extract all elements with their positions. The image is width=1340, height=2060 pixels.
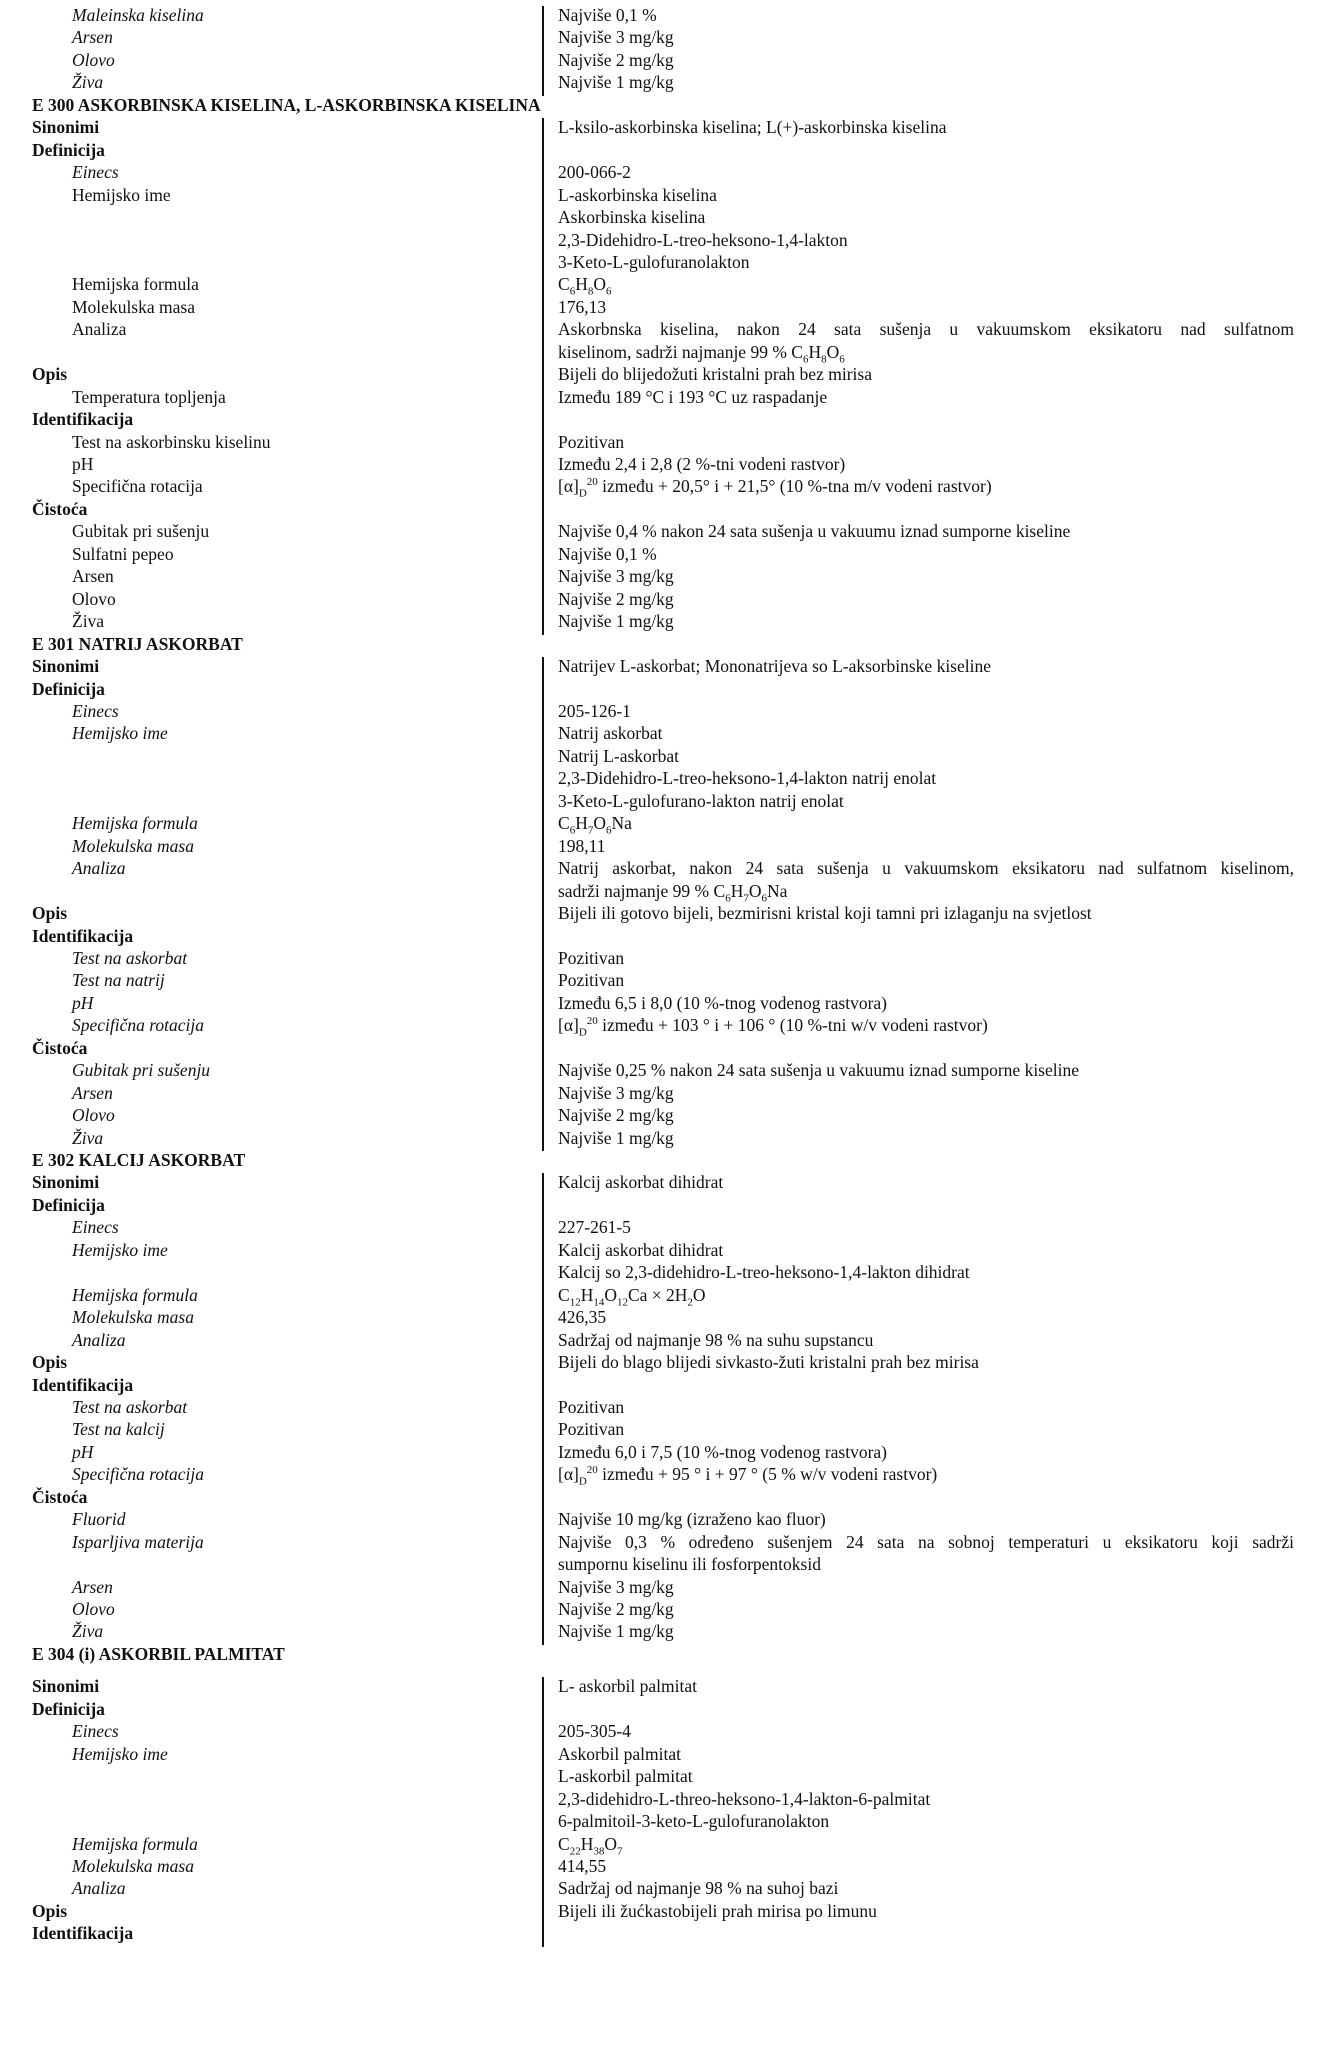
- property-label: Molekulska masa: [72, 835, 194, 856]
- spec-row: [0, 790, 1340, 812]
- spec-row: [0, 1104, 1340, 1126]
- spec-row: [0, 71, 1340, 93]
- spec-row: [0, 1127, 1340, 1149]
- section-title: E 302 KALCIJ ASKORBAT: [32, 1150, 246, 1170]
- category-label: Opis: [32, 364, 68, 385]
- property-value: kiselinom, sadrži najmanje 99 % $C_6H_8O_6$: [558, 341, 845, 366]
- property-value: Najviše 1 mg/kg: [558, 1621, 674, 1642]
- section-heading-row: [0, 1643, 1340, 1665]
- property-value: L-askorbinska kiselina: [558, 184, 717, 205]
- property-value: Pozitivan: [558, 1419, 625, 1440]
- property-label: Test na kalcij: [72, 1419, 165, 1440]
- spec-row: [0, 1877, 1340, 1899]
- spec-row: [0, 1239, 1340, 1261]
- spec-row: [0, 296, 1340, 318]
- property-label: Molekulska masa: [72, 1855, 194, 1876]
- spec-row: [0, 1194, 1340, 1216]
- property-value: Najviše 2 mg/kg: [558, 588, 674, 609]
- spec-row: [0, 722, 1340, 744]
- property-value: Askorbinska kiselina: [558, 207, 706, 227]
- section-title: E 304 (i) ASKORBIL PALMITAT: [32, 1643, 285, 1664]
- category-label: Opis: [32, 1900, 68, 1921]
- property-value: Kalcij askorbat dihidrat: [558, 1239, 724, 1260]
- property-value: Bijeli ili žućkastobijeli prah mirisa po limunu: [558, 1900, 877, 1921]
- property-value: Najviše 3 mg/kg: [558, 1576, 674, 1597]
- property-label: Test na askorbat: [72, 1396, 188, 1417]
- spec-row: [0, 206, 1340, 228]
- property-label: Sulfatni pepeo: [72, 543, 174, 564]
- property-label: Arsen: [72, 1082, 113, 1103]
- property-value: sumpornu kiselinu ili fosforpentoksid: [558, 1554, 821, 1575]
- property-label: Maleinska kiselina: [72, 5, 204, 25]
- property-value: Najviše 0,1 %: [558, 5, 657, 25]
- property-label: Hemijska formula: [72, 1833, 198, 1854]
- property-label: Arsen: [72, 27, 113, 48]
- property-value: $C_{22}H_{38}O_7$: [558, 1833, 623, 1857]
- property-value: Najviše 1 mg/kg: [558, 72, 674, 93]
- property-value: L- askorbil palmitat: [558, 1676, 697, 1697]
- spec-row: [0, 1486, 1340, 1508]
- property-value: Najviše 0,3 % određeno sušenjem 24 sata na sobnoj temperaturi u eksikatoru koji sadrži: [558, 1531, 1294, 1552]
- spec-row: [0, 1418, 1340, 1440]
- spec-row: [0, 1351, 1340, 1373]
- property-label: Gubitak pri sušenju: [72, 1060, 211, 1081]
- property-label: Einecs: [72, 162, 119, 183]
- spec-row: [0, 857, 1340, 879]
- property-label: Einecs: [72, 1217, 119, 1238]
- property-value: sadrži najmanje 99 % $C_6H_7O_6Na$: [558, 880, 788, 905]
- category-label: Sinonimi: [32, 656, 100, 677]
- category-label: Čistoća: [32, 498, 88, 519]
- category-label: Definicija: [32, 139, 105, 160]
- spec-row: [0, 1620, 1340, 1642]
- spec-row: [0, 453, 1340, 475]
- property-value: Najviše 3 mg/kg: [558, 566, 674, 587]
- spec-row: [0, 1329, 1340, 1351]
- section-heading-row: [0, 1149, 1340, 1171]
- category-label: Identifikacija: [32, 1923, 134, 1944]
- property-value: $[\alpha]_D^{20}$ između + 95 ° i + 97 ° (5 % w/v vodeni rastvor): [558, 1464, 938, 1488]
- property-value: Između 6,5 i 8,0 (10 %-tnog vodenog rastvora): [558, 992, 888, 1013]
- spec-row: [0, 1171, 1340, 1193]
- spec-row: [0, 341, 1340, 366]
- spec-row: [0, 1059, 1340, 1081]
- property-value: Bijeli ili gotovo bijeli, bezmirisni kristal koji tamni pri izlaganju na svjetlost: [558, 903, 1092, 923]
- property-label: pH: [72, 454, 94, 474]
- property-value: Najviše 3 mg/kg: [558, 1082, 674, 1103]
- property-value: Između 189 °C i 193 °C uz raspadanje: [558, 386, 828, 407]
- property-label: Olovo: [72, 49, 115, 70]
- spec-row: [0, 767, 1340, 789]
- property-label: Olovo: [72, 1105, 115, 1126]
- spec-row: [0, 812, 1340, 837]
- property-label: Živa: [72, 1127, 104, 1148]
- property-label: Specifična rotacija: [72, 1464, 205, 1485]
- property-value: 414,55: [558, 1855, 607, 1876]
- spec-row: [0, 745, 1340, 767]
- property-value: Najviše 10 mg/kg (izraženo kao fluor): [558, 1509, 826, 1530]
- property-value: 205-126-1: [558, 701, 631, 721]
- spec-row: [0, 184, 1340, 206]
- property-value: 2,3-Didehidro-L-treo-heksono-1,4-lakton: [558, 229, 848, 250]
- spec-row: [0, 475, 1340, 500]
- property-label: Olovo: [72, 588, 116, 609]
- property-value: Bijeli do blijedožuti kristalni prah bez mirisa: [558, 364, 872, 385]
- spec-row: [0, 273, 1340, 298]
- property-value: 200-066-2: [558, 162, 631, 183]
- category-label: Identifikacija: [32, 409, 134, 430]
- spec-row: [0, 1598, 1340, 1620]
- category-label: Identifikacija: [32, 1374, 134, 1395]
- property-value: Najviše 1 mg/kg: [558, 611, 674, 632]
- spec-row: [0, 700, 1340, 722]
- property-value: Natrijev L-askorbat; Mononatrijeva so L-aksorbinske kiseline: [558, 656, 992, 677]
- property-value: Najviše 2 mg/kg: [558, 1105, 674, 1126]
- property-value: 176,13: [558, 296, 607, 317]
- spec-row: [0, 26, 1340, 48]
- category-label: Definicija: [32, 1698, 105, 1719]
- property-value: Najviše 0,1 %: [558, 543, 657, 564]
- column-divider: [542, 657, 544, 1151]
- property-label: Olovo: [72, 1599, 115, 1619]
- spec-row: [0, 1922, 1340, 1944]
- spec-row: [0, 1788, 1340, 1810]
- property-label: Einecs: [72, 1721, 119, 1742]
- spec-row: [0, 1810, 1340, 1832]
- spec-row: [0, 992, 1340, 1014]
- property-value: Pozitivan: [558, 947, 625, 968]
- spec-row: [0, 1216, 1340, 1238]
- spec-row: [0, 363, 1340, 385]
- property-value: Bijeli do blago blijedi sivkasto-žuti kristalni prah bez mirisa: [558, 1352, 979, 1372]
- spec-row: [0, 543, 1340, 565]
- property-label: Analiza: [72, 858, 126, 879]
- spec-row: [0, 902, 1340, 924]
- spec-row: [0, 1675, 1340, 1697]
- section-title: E 301 NATRIJ ASKORBAT: [32, 633, 243, 654]
- property-value: Najviše 2 mg/kg: [558, 49, 674, 70]
- property-value: Natrij askorbat, nakon 24 sata sušenja u vakuumskom eksikatoru nad sulfatnom kiselinom,: [558, 858, 1294, 879]
- property-label: Hemijska formula: [72, 1284, 198, 1305]
- section-heading-row: [0, 633, 1340, 655]
- spec-row: [0, 1900, 1340, 1922]
- property-value: 198,11: [558, 835, 606, 856]
- spec-row: [0, 880, 1340, 905]
- spec-row: [0, 655, 1340, 677]
- category-label: Opis: [32, 903, 68, 923]
- spec-row: [0, 498, 1340, 520]
- spec-row: [0, 835, 1340, 857]
- property-value: Sadržaj od najmanje 98 % na suhoj bazi: [558, 1878, 839, 1899]
- section-title: E 300 ASKORBINSKA KISELINA, L-ASKORBINSKA KISELINA: [32, 94, 541, 115]
- property-value: $C_6H_7O_6Na$: [558, 813, 632, 837]
- spec-row: [0, 1698, 1340, 1720]
- property-value: Kalcij askorbat dihidrat: [558, 1172, 724, 1193]
- spec-row: [0, 229, 1340, 251]
- category-label: Čistoća: [32, 1037, 88, 1058]
- spec-row: [0, 1306, 1340, 1328]
- property-label: Arsen: [72, 1576, 113, 1597]
- property-label: Živa: [72, 1621, 104, 1642]
- property-value: Natrij askorbat: [558, 723, 663, 744]
- spec-row: [0, 386, 1340, 408]
- spec-row: [0, 1855, 1340, 1877]
- property-label: Hemijsko ime: [72, 1743, 168, 1764]
- property-label: Hemijsko ime: [72, 723, 168, 744]
- property-label: Test na askorbat: [72, 947, 188, 968]
- spec-row: [0, 1743, 1340, 1765]
- property-value: Između 2,4 i 2,8 (2 %-tni vodeni rastvor): [558, 454, 846, 474]
- spec-row: [0, 1374, 1340, 1396]
- property-value: 205-305-4: [558, 1721, 631, 1742]
- property-label: Einecs: [72, 701, 119, 721]
- property-value: Pozitivan: [558, 431, 625, 452]
- spec-row: [0, 116, 1340, 138]
- property-label: Isparljiva materija: [72, 1531, 204, 1552]
- property-value: $[\alpha]_D^{20}$ između + 103 ° i + 106 ° (10 %-tni w/v vodeni rastvor): [558, 1015, 988, 1039]
- column-divider: [542, 1173, 544, 1645]
- spec-row: [0, 4, 1340, 26]
- property-value: 2,3-Didehidro-L-treo-heksono-1,4-lakton natrij enolat: [558, 768, 937, 789]
- spec-row: [0, 520, 1340, 542]
- property-value: Askorbnska kiselina, nakon 24 sata sušenja u vakuumskom eksikatoru nad sulfatnom: [558, 319, 1294, 340]
- column-divider: [542, 1677, 544, 1946]
- property-label: Gubitak pri sušenju: [72, 521, 210, 542]
- category-label: Čistoća: [32, 1486, 88, 1507]
- property-label: Fluorid: [72, 1509, 126, 1530]
- spec-row: [0, 1765, 1340, 1787]
- property-label: Temperatura topljenja: [72, 386, 226, 407]
- category-label: Identifikacija: [32, 925, 134, 946]
- property-value: Askorbil palmitat: [558, 1743, 681, 1764]
- spec-row: [0, 1576, 1340, 1598]
- property-label: Specifična rotacija: [72, 1015, 205, 1036]
- property-value: $C_6H_8O_6$: [558, 274, 612, 298]
- spec-row: [0, 1463, 1340, 1488]
- spec-row: [0, 1014, 1340, 1039]
- property-value: Najviše 0,25 % nakon 24 sata sušenja u vakuumu iznad sumporne kiseline: [558, 1060, 1080, 1081]
- category-label: Opis: [32, 1352, 68, 1372]
- category-label: Sinonimi: [32, 1676, 100, 1697]
- property-label: Test na askorbinsku kiselinu: [72, 431, 271, 452]
- property-value: 6-palmitoil-3-keto-L-gulofuranolakton: [558, 1811, 830, 1831]
- property-value: Najviše 0,4 % nakon 24 sata sušenja u vakuumu iznad sumporne kiseline: [558, 521, 1071, 542]
- spec-row: [0, 678, 1340, 700]
- property-value: Pozitivan: [558, 1396, 625, 1417]
- category-label: Definicija: [32, 1194, 105, 1215]
- property-label: Specifična rotacija: [72, 476, 203, 497]
- property-label: Hemijska formula: [72, 274, 199, 295]
- property-label: Hemijsko ime: [72, 184, 171, 205]
- property-value: Najviše 1 mg/kg: [558, 1127, 674, 1148]
- property-label: Test na natrij: [72, 970, 165, 991]
- spec-row: [0, 1441, 1340, 1463]
- property-label: Živa: [72, 611, 105, 632]
- property-value: Pozitivan: [558, 970, 625, 991]
- spec-row: [0, 1037, 1340, 1059]
- spec-row: [0, 408, 1340, 430]
- column-divider: [542, 6, 544, 96]
- property-value: Sadržaj od najmanje 98 % na suhu supstancu: [558, 1329, 874, 1350]
- spec-row: [0, 318, 1340, 340]
- spec-row: [0, 1553, 1340, 1575]
- spec-row: [0, 1833, 1340, 1855]
- column-divider: [542, 118, 544, 634]
- property-value: Između 6,0 i 7,5 (10 %-tnog vodenog rastvora): [558, 1441, 888, 1462]
- spec-row: [0, 1531, 1340, 1553]
- property-label: Analiza: [72, 1878, 126, 1899]
- spec-row: [0, 1284, 1340, 1309]
- category-label: Sinonimi: [32, 117, 100, 138]
- property-value: 3-Keto-L-gulofuranolakton: [558, 251, 750, 272]
- spec-row: [0, 251, 1340, 273]
- property-value: $C_{12}H_{14}O_{12}Ca \times 2H_2O$: [558, 1284, 706, 1309]
- property-value: Natrij L-askorbat: [558, 745, 679, 766]
- property-label: Analiza: [72, 319, 127, 340]
- spec-row: [0, 925, 1340, 947]
- property-label: Hemijska formula: [72, 813, 198, 834]
- spec-row: [0, 565, 1340, 587]
- property-value: L-ksilo-askorbinska kiselina; L(+)-askorbinska kiselina: [558, 117, 947, 138]
- property-value: Najviše 3 mg/kg: [558, 27, 674, 48]
- section-heading-row: [0, 94, 1340, 116]
- spec-row: [0, 1261, 1340, 1283]
- spec-row: [0, 161, 1340, 183]
- property-value: $[\alpha]_D^{20}$ između + 20,5° i + 21,5° (10 %-tna m/v vodeni rastvor): [558, 476, 992, 500]
- property-value: Najviše 2 mg/kg: [558, 1599, 674, 1619]
- spec-row: [0, 969, 1340, 991]
- category-label: Definicija: [32, 678, 105, 699]
- property-value: L-askorbil palmitat: [558, 1766, 693, 1787]
- property-label: pH: [72, 1441, 94, 1462]
- spec-row: [0, 431, 1340, 453]
- spec-row: [0, 1720, 1340, 1742]
- spec-row: [0, 1082, 1340, 1104]
- property-label: Analiza: [72, 1329, 126, 1350]
- spec-row: [0, 1508, 1340, 1530]
- property-label: Hemijsko ime: [72, 1239, 168, 1260]
- spec-row: [0, 1396, 1340, 1418]
- spec-row: [0, 588, 1340, 610]
- property-value: 227-261-5: [558, 1217, 631, 1238]
- property-label: Arsen: [72, 566, 114, 587]
- property-label: Molekulska masa: [72, 296, 195, 317]
- spec-row: [0, 139, 1340, 161]
- category-label: Sinonimi: [32, 1172, 100, 1193]
- property-value: 3-Keto-L-gulofurano-lakton natrij enolat: [558, 790, 844, 811]
- spec-row: [0, 947, 1340, 969]
- spec-row: [0, 49, 1340, 71]
- property-label: Živa: [72, 72, 104, 93]
- spec-row: [0, 610, 1340, 632]
- property-value: Kalcij so 2,3-didehidro-L-treo-heksono-1,4-lakton dihidrat: [558, 1262, 970, 1283]
- property-value: 2,3-didehidro-L-threo-heksono-1,4-lakton-6-palmitat: [558, 1788, 931, 1809]
- property-label: Molekulska masa: [72, 1307, 194, 1328]
- property-value: 426,35: [558, 1307, 607, 1328]
- property-label: pH: [72, 992, 94, 1013]
